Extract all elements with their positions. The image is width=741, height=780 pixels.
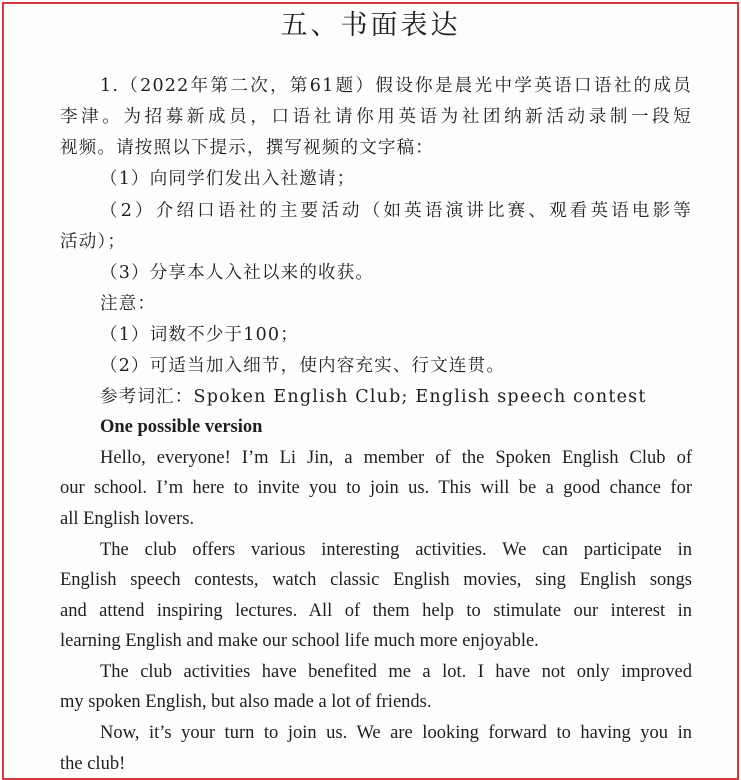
answer-line: our school. I’m here to invite you to join us. This will be a good chance for <box>60 478 692 498</box>
answer-line: learning English and make our school life much more enjoyable. <box>60 631 539 651</box>
prompt-point: 活动）； <box>60 232 127 252</box>
prompt-point: （2）介绍口语社的主要活动（如英语演讲比赛、观看英语电影等 <box>100 201 692 221</box>
answer-line: all English lovers. <box>60 509 195 529</box>
prompt-point: （3）分享本人入社以来的收获。 <box>100 263 375 283</box>
answer-line: The club activities have benefited me a lot. I have not only improved <box>100 662 692 682</box>
section-title: 五、书面表达 <box>280 10 461 41</box>
answer-line: English speech contests, watch classic English movies, sing English songs <box>60 570 692 590</box>
note-item: （1）词数不少于100； <box>100 325 299 345</box>
prompt-line: 1.（2022年第二次，第61题）假设你是晨光中学英语口语社的成员 <box>100 76 692 96</box>
answer-heading: One possible version <box>100 417 263 437</box>
document-page <box>2 2 739 780</box>
prompt-point: （1）向同学们发出入社邀请； <box>100 169 356 189</box>
answer-line: The club offers various interesting activities. We can participate in <box>100 540 692 560</box>
prompt-line: 李津。为招募新成员，口语社请你用英语为社团纳新活动录制一段短 <box>60 107 692 127</box>
answer-line: the club! <box>60 754 126 774</box>
prompt-line: 视频。请按照以下提示，撰写视频的文字稿： <box>60 138 434 158</box>
answer-line: my spoken English, but also made a lot of friends. <box>60 692 432 712</box>
vocab-reference: 参考词汇：Spoken English Club; English speech contest <box>100 387 647 407</box>
notes-label: 注意： <box>100 294 157 314</box>
answer-line: Hello, everyone! I’m Li Jin, a member of the Spoken English Club of <box>100 448 692 468</box>
answer-line: and attend inspiring lectures. All of them help to stimulate our interest in <box>60 601 692 621</box>
note-item: （2）可适当加入细节，使内容充实、行文连贯。 <box>100 356 506 376</box>
answer-line: Now, it’s your turn to join us. We are looking forward to having you in <box>100 723 692 743</box>
